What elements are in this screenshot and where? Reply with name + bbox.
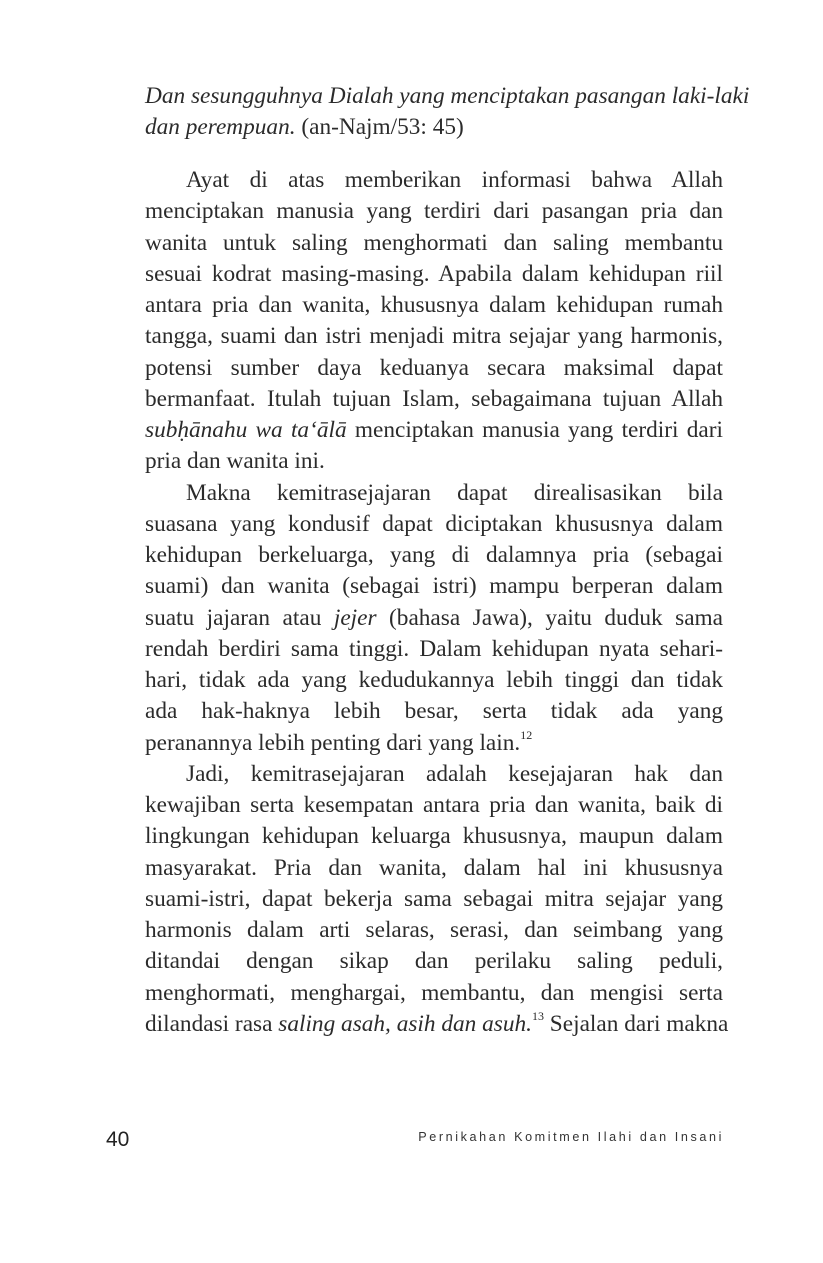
paragraph-3 <box>145 759 729 1040</box>
text-line: antara pria dan wanita, khususnya dalam kehidupan rumah <box>145 292 723 318</box>
text-line: suami) dan wanita (sebagai istri) mampu berperan dalam <box>145 573 723 600</box>
text-line <box>145 603 723 634</box>
text-line: Jadi, kemitrasejajaran adalah kesejajaran hak dan <box>186 760 723 787</box>
quote-line-2 <box>145 112 723 143</box>
text-span: Sejalan dari makna <box>543 1010 729 1037</box>
running-title: Pernikahan Komitmen Ilahi dan Insani <box>418 1130 724 1144</box>
text-line: ditandai dengan sikap dan perilaku saling peduli, <box>145 948 723 975</box>
text-line: kewajiban serta kesempatan antara pria dan wanita, baik di <box>145 792 723 818</box>
text-span: suatu jajaran atau <box>145 604 334 631</box>
quote-line-1 <box>145 81 750 112</box>
paragraph-2 <box>145 478 723 759</box>
page-number: 40 <box>106 1128 130 1151</box>
text-line: harmonis dalam arti selaras, serasi, dan seimbang yang <box>145 917 723 943</box>
text-line: potensi sumber daya keduanya secara maksimal dapat <box>145 354 723 381</box>
text-line: tangga, suami dan istri menjadi mitra sejajar yang harmonis, <box>145 323 723 350</box>
text-line: Makna kemitrasejajaran dapat direalisasikan bila <box>186 479 723 506</box>
text-line: kehidupan berkeluarga, yang di dalamnya pria (sebagai <box>145 542 723 568</box>
text-line: rendah berdiri sama tinggi. Dalam kehidupan nyata sehari- <box>145 635 723 662</box>
javanese-term: jejer <box>333 604 377 631</box>
quran-quote <box>145 81 750 144</box>
text-span: (bahasa Jawa), yaitu duduk sama <box>376 604 724 631</box>
text-line: suami-istri, dapat bekerja sama sebagai mitra sejajar yang <box>145 885 723 912</box>
text-line: hari, tidak ada yang kedudukannya lebih tinggi dan tidak <box>145 667 723 693</box>
footnote-marker: 13 <box>531 1008 544 1023</box>
quote-translation-text: dan perempuan. <box>145 114 296 141</box>
text-line: Ayat di atas memberikan informasi bahwa Allah <box>186 167 723 193</box>
text-line: menghormati, menghargai, membantu, dan mengisi serta <box>145 979 723 1006</box>
quote-reference: (an-Najm/53: 45) <box>295 114 464 141</box>
text-line <box>145 1008 729 1040</box>
italic-phrase: saling asah, asih dan asuh. <box>278 1010 532 1037</box>
text-line: wanita untuk saling menghormati dan saling membantu <box>145 229 723 256</box>
text-line: masyarakat. Pria dan wanita, dalam hal ini khususnya <box>145 854 723 881</box>
text-line: ada hak-haknya lebih besar, serta tidak ada yang <box>145 698 723 725</box>
text-line: bermanfaat. Itulah tujuan Islam, sebagaimana tujuan Allah <box>145 385 723 412</box>
text-line: menciptakan manusia yang terdiri dari pasangan pria dan <box>145 198 723 225</box>
paragraph-1 <box>145 165 723 478</box>
arabic-phrase: subḥānahu wa ta‘ālā <box>145 417 347 443</box>
body-text <box>145 165 729 1040</box>
text-line: lingkungan kehidupan keluarga khususnya, maupun dalam <box>145 823 723 850</box>
text-span: dilandasi rasa <box>145 1010 279 1037</box>
text-span: menciptakan manusia yang terdiri dari <box>346 417 723 443</box>
text-line: suasana yang kondusif dapat diciptakan khususnya dalam <box>145 510 723 537</box>
text-line: pria dan wanita ini. <box>145 448 325 475</box>
text-span: peranannya lebih penting dari yang lain. <box>145 729 521 756</box>
text-line <box>145 415 723 446</box>
quote-translation-text: Dan sesungguhnya Dialah yang menciptakan pasangan laki-laki <box>145 83 750 109</box>
footnote-marker: 12 <box>520 727 533 742</box>
text-line: sesuai kodrat masing-masing. Apabila dalam kehidupan riil <box>145 260 723 287</box>
text-line <box>145 728 723 759</box>
